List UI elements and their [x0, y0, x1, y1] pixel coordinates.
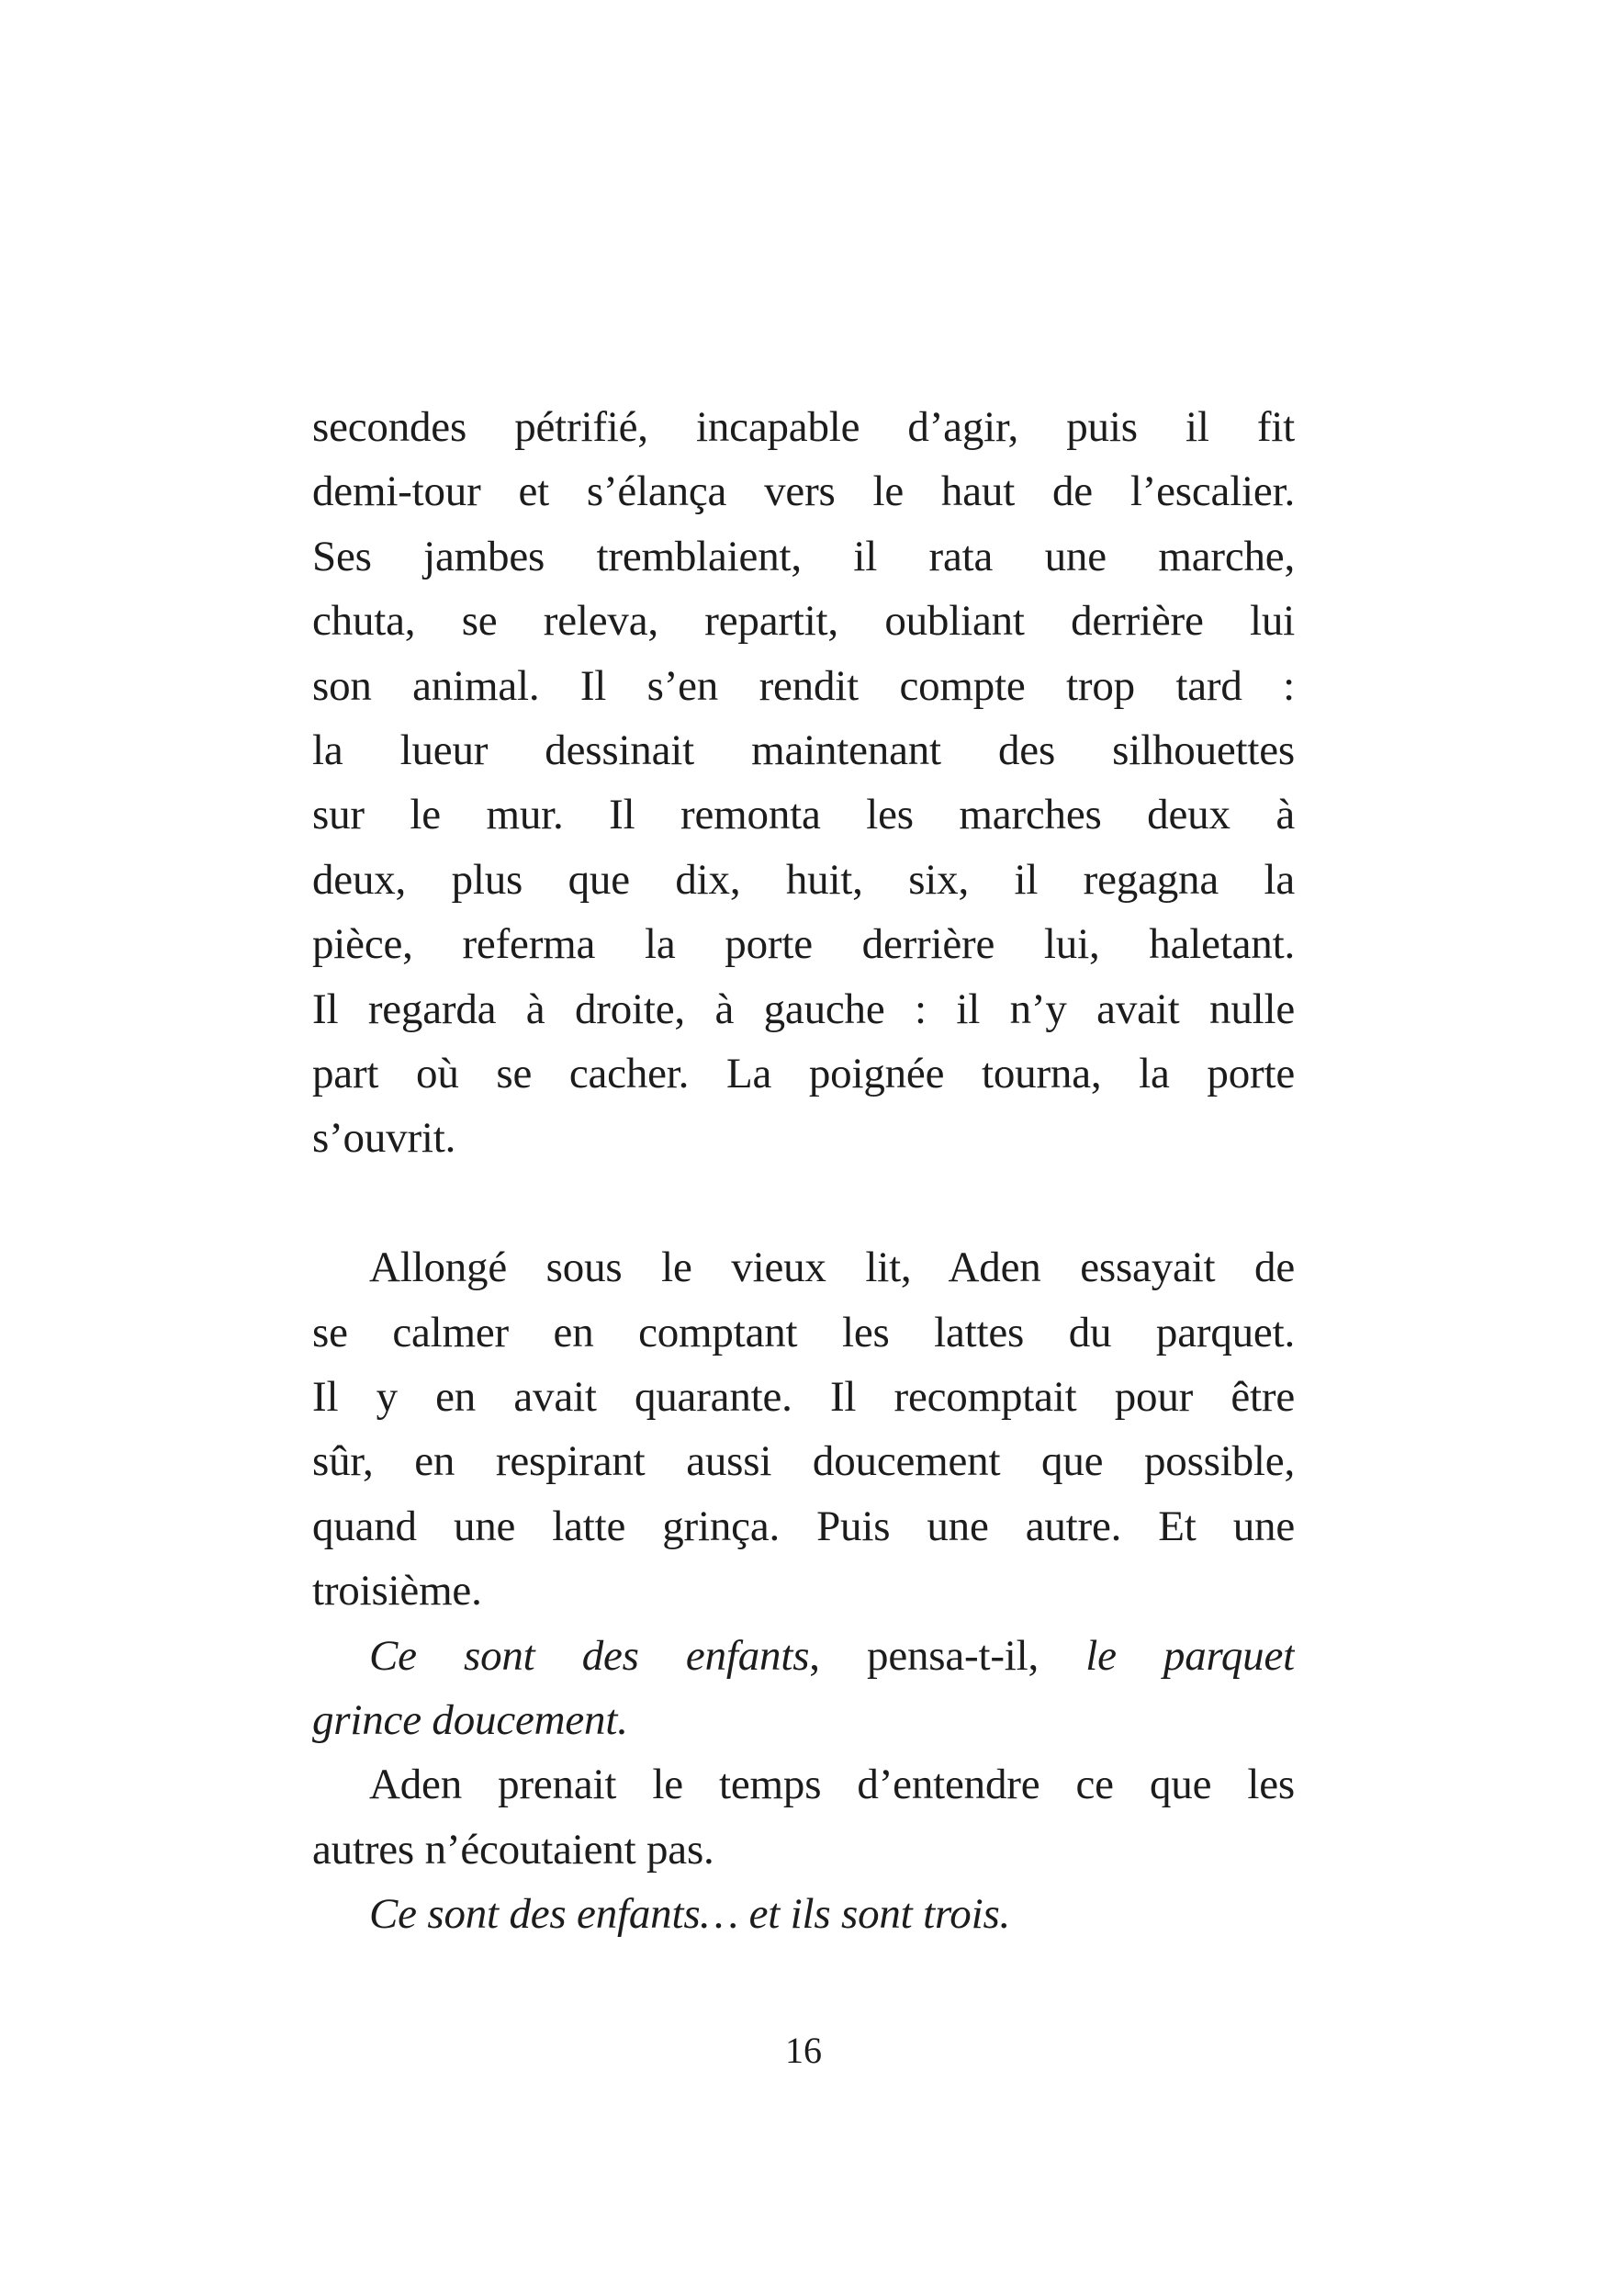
- text-line: [312, 1494, 1295, 1559]
- text-segment: se calmer en comptant les lattes du parquet.: [312, 1308, 1295, 1356]
- text-segment: chuta, se releva, repartit, oubliant derrière lui: [312, 597, 1295, 646]
- text-segment: Il y en avait quarante. Il recomptait pour être: [312, 1373, 1295, 1421]
- text-segment: deux, plus que dix, huit, six, il regagna la: [312, 855, 1295, 904]
- text-segment: Ses jambes tremblaient, il rata une marche,: [312, 532, 1295, 580]
- text-line: [312, 1041, 1295, 1106]
- italic-segment: Ce sont des enfants: [369, 1631, 810, 1680]
- italic-segment: le parquet: [1085, 1631, 1295, 1680]
- text-line: [312, 912, 1295, 976]
- text-line: [312, 654, 1295, 718]
- text-segment: autres n’écoutaient pas.: [312, 1825, 714, 1874]
- italic-segment: Ce sont des enfants… et ils sont trois.: [369, 1890, 1011, 1939]
- text-line: [312, 1106, 1295, 1170]
- text-segment: son animal. Il s’en rendit compte trop tard :: [312, 661, 1295, 710]
- text-line: [312, 1365, 1295, 1429]
- text-line: [312, 718, 1295, 782]
- text-line: [312, 395, 1295, 459]
- text-line: [312, 1559, 1295, 1623]
- text-segment: sur le mur. Il remonta les marches deux à: [312, 791, 1295, 839]
- text-segment: troisième.: [312, 1567, 482, 1615]
- text-line: [312, 1688, 1295, 1752]
- text-segment: la lueur dessinait maintenant des silhouettes: [312, 726, 1295, 774]
- text-line: [312, 782, 1295, 847]
- text-line: [312, 1429, 1295, 1493]
- text-line: [369, 1235, 1295, 1300]
- text-line: [312, 459, 1295, 523]
- text-segment: s’ouvrit.: [312, 1114, 456, 1163]
- text-segment: pièce, referma la porte derrière lui, haletant.: [312, 920, 1295, 969]
- page-number: 16: [785, 2030, 822, 2071]
- text-line: [312, 977, 1295, 1041]
- text-segment: demi-tour et s’élança vers le haut de l’escalier.: [312, 467, 1295, 516]
- text-line: [369, 1882, 1295, 1946]
- text-line: [312, 1300, 1295, 1365]
- text-line: [312, 589, 1295, 653]
- text-segment: Allongé sous le vieux lit, Aden essayait de: [369, 1244, 1295, 1292]
- text-segment: Il regarda à droite, à gauche : il n’y avait nulle: [312, 985, 1295, 1033]
- text-segment: secondes pétrifié, incapable d’agir, puis il fit: [312, 403, 1295, 451]
- text-line: [312, 524, 1295, 589]
- text-segment: , pensa-t-il,: [809, 1631, 1086, 1680]
- text-line: [369, 1752, 1295, 1817]
- text-segment: part où se cacher. La poignée tourna, la porte: [312, 1050, 1295, 1097]
- text-segment: quand une latte grinça. Puis une autre. Et une: [312, 1502, 1295, 1550]
- text-line: [369, 1624, 1295, 1688]
- italic-segment: grince doucement.: [312, 1696, 628, 1744]
- text-line: [312, 1818, 1295, 1882]
- text-segment: Aden prenait le temps d’entendre ce que les: [369, 1761, 1295, 1809]
- text-segment: sûr, en respirant aussi doucement que possible,: [312, 1437, 1295, 1486]
- text-line: [312, 848, 1295, 912]
